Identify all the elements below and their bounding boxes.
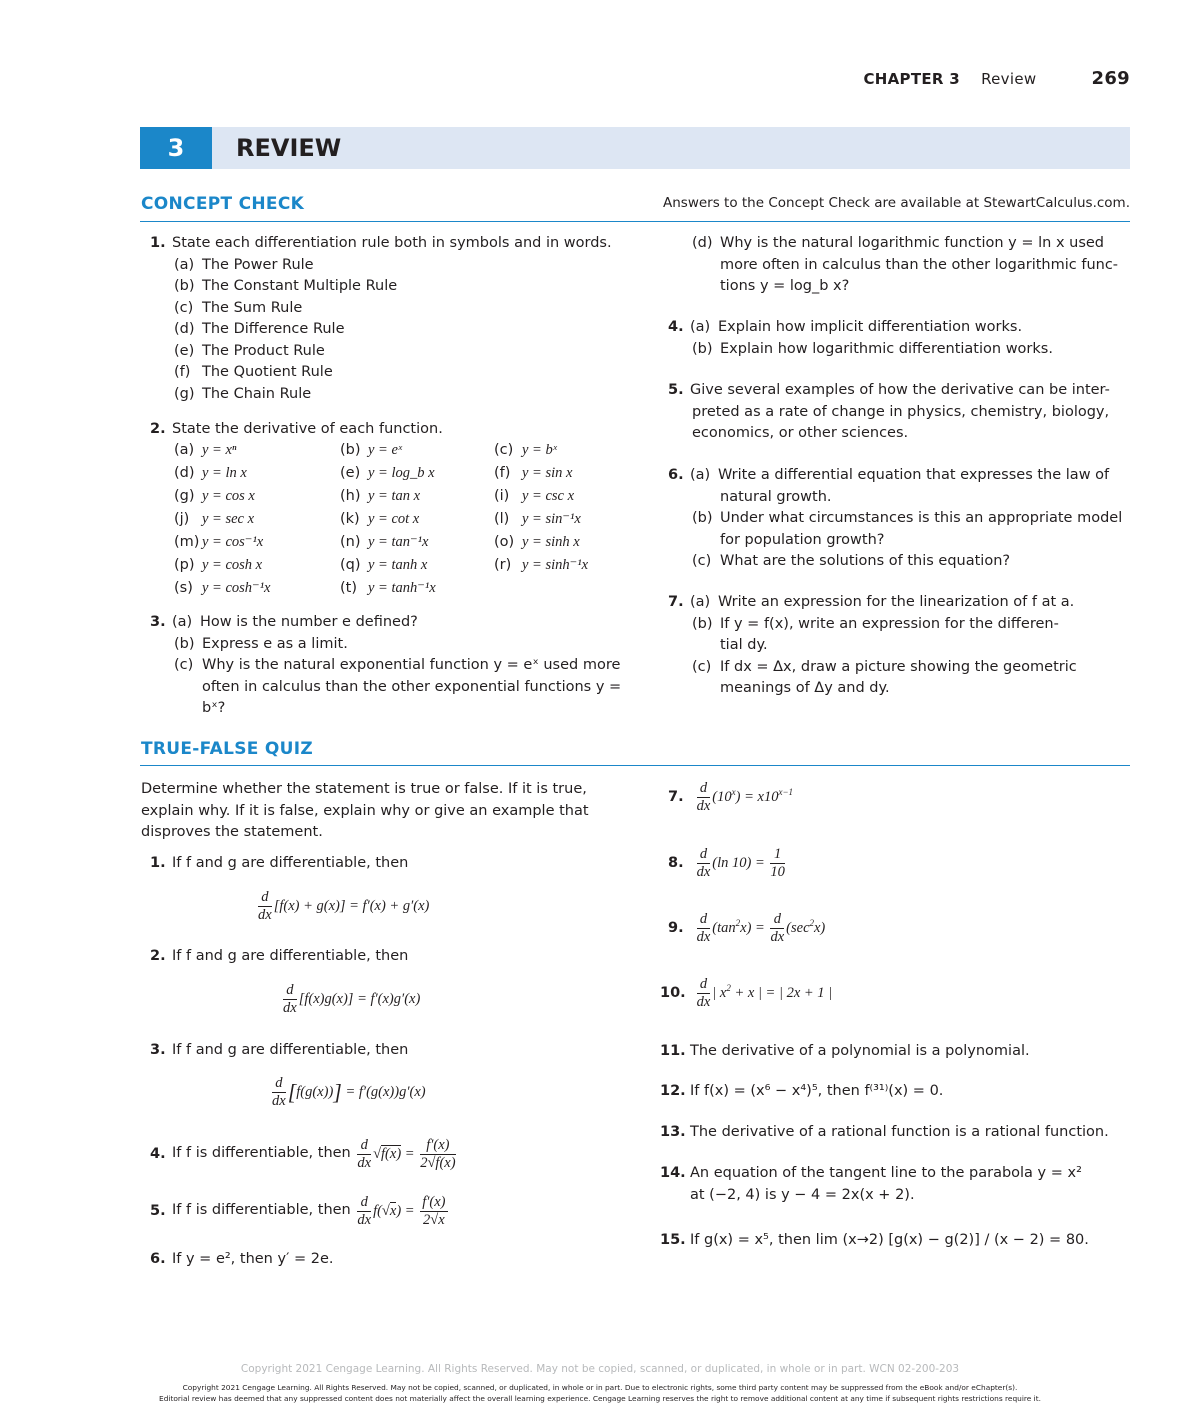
concept-question-1: 1. State each differentiation rule both in symbols and in words. (a) The Power Rule (b) The Constant Multiple Rule (c) The Sum Rule (d) The Difference Rule (e) The Product Rule (f) The Quotient Rule (g) The Chain Rule (150, 233, 640, 405)
tf-item: 6. If y = e², then y′ = 2e. (150, 1251, 334, 1267)
page-number: 269 (1091, 68, 1130, 89)
concept-question-7: 7. (a) Write an expression for the linearization of f at a. (b) If y = f(x), write an expression for the differen- tial dy. (c) If dx = Δx, draw a picture showing the geometric meanings of Δy and dy. (668, 594, 1077, 696)
function-item: (p) y = cosh x (174, 557, 263, 573)
concept-question-3d: (d) Why is the natural logarithmic function y = ln x used more often in calculus than the other logarithmic func- tions y = log_b x? (692, 235, 1119, 294)
function-item: (q) y = tanh x (340, 557, 428, 573)
function-item: (l) y = sin⁻¹x (494, 511, 581, 527)
list-item: (f) The Quotient Rule (174, 364, 333, 380)
tf-item: 2. If f and g are differentiable, then (150, 948, 409, 964)
function-item: (e) y = log_b x (340, 465, 435, 481)
function-item: (c) y = bˣ (494, 442, 557, 458)
function-item: (f) y = sin x (494, 465, 573, 481)
tf-equation: $\frac{d}{dx}$ [f(x)g(x)] = f′(x)g′(x) (283, 982, 421, 1016)
tf-item: 11. The derivative of a polynomial is a polynomial. (660, 1043, 1030, 1059)
list-item: (a) The Power Rule (174, 256, 314, 273)
function-item: (o) y = sinh x (494, 534, 580, 550)
section-divider (140, 221, 1130, 222)
section-label: Review (981, 70, 1037, 88)
function-item: (s) y = cosh⁻¹x (174, 580, 271, 596)
function-item: (t) y = tanh⁻¹x (340, 580, 436, 596)
tf-item: 8. $\frac{d}{dx}$ (ln 10) = $\frac{1}{10}$ (668, 846, 785, 880)
function-item: (g) y = cos x (174, 488, 255, 504)
rights-notice: Copyright 2021 Cengage Learning. All Rights Reserved. May not be copied, scanned, or duplicated, in whole or in part. Due to electronic rights, some third party content may be suppressed from the eBook and/or eChapter(s). Editorial review has deemed that any suppressed content does not materially affect the overall learning experience. Cengage Learning reserves the right to remove additional content at any time if subsequent rights restrictions require it. (159, 1383, 1041, 1403)
list-item: (b) The Constant Multiple Rule (174, 278, 398, 294)
function-item: (h) y = tan x (340, 488, 421, 504)
function-item: (i) y = csc x (494, 488, 575, 504)
list-item: (c) The Sum Rule (174, 299, 303, 316)
concept-question-6: 6. (a) Write a differential equation that expresses the law of natural growth. (b) Under what circumstances is this an appropriate model for population growth? (c) What are the solutions of this equation? (668, 467, 1123, 569)
list-item: (e) The Product Rule (174, 342, 325, 359)
function-item: (d) y = ln x (174, 465, 247, 481)
function-item: (b) y = eˣ (340, 442, 402, 458)
concept-question-5: 5. Give several examples of how the derivative can be inter- preted as a rate of change in physics, chemistry, biology, economics, or other sciences. (668, 382, 1110, 441)
concept-question-2: 2. State the derivative of each function. (150, 421, 443, 437)
tf-item: 5. If f is differentiable, then $\frac{d}{dx}$ f(√x) = $\frac{f'(x)}{2√x}$ (150, 1194, 450, 1229)
tf-equation: $\frac{d}{dx}$ √f(x) = $\frac{f'(x)}{2√f(x)}$ (357, 1137, 456, 1171)
derivative-function-grid (174, 442, 634, 602)
page-title: REVIEW (236, 134, 342, 162)
tf-item: 3. If f and g are differentiable, then (150, 1042, 409, 1058)
tf-item: 4. If f is differentiable, then $\frac{d}{dx}$ √f(x) = $\frac{f'(x)}{2√f(x)}$ (150, 1137, 456, 1171)
copyright-notice: Copyright 2021 Cengage Learning. All Rights Reserved. May not be copied, scanned, or duplicated, in whole or in part. WCN 02-200-203 (240, 1363, 960, 1375)
concept-question-3: 3. (a) How is the number e defined? (b) Express e as a limit. (c) Why is the natural exponential function y = eˣ used more often in calculus than the other exponential functions y = bˣ? (150, 614, 622, 716)
list-item: (d) The Difference Rule (174, 321, 345, 337)
tf-equation: $\frac{d}{dx}$ f(√x) = $\frac{f'(x)}{2√x}$ (357, 1194, 446, 1228)
function-item: (k) y = cot x (340, 511, 420, 527)
chapter-label: CHAPTER 3 (863, 70, 961, 88)
tf-item: 10. $\frac{d}{dx}$ | $x^2 + x$ | = | 2x + 1 | (660, 976, 833, 1010)
title-bar (140, 127, 1130, 169)
concept-question-4: 4. (a) Explain how implicit differentiation works. (b) Explain how logarithmic differentiation works. (668, 319, 1053, 357)
tf-item: 1. If f and g are differentiable, then (150, 855, 409, 871)
tf-equation: $\frac{d}{dx}$ [f(x) + g(x)] = f′(x) + g′(x) (258, 889, 430, 923)
tf-equation: $\frac{d}{dx}$ [f(g(x))] = f′(g(x))g′(x) (272, 1075, 426, 1109)
concept-check-note: Answers to the Concept Check are available at StewartCalculus.com. (663, 195, 1130, 211)
tf-item: 9. $\frac{d}{dx}$ $(\tan^2x)$ = $\frac{d}{dx}$ $(\sec^2x)$ (668, 911, 826, 945)
function-item: (m) y = cos⁻¹x (174, 534, 264, 550)
concept-check-heading: CONCEPT CHECK (141, 194, 305, 214)
tf-item: 12. If f(x) = (x⁶ − x⁴)⁵, then f⁽³¹⁾(x) = 0. (660, 1083, 944, 1099)
function-item: (j) y = sec x (174, 511, 255, 527)
tf-item: 14. An equation of the tangent line to the parabola y = x² at (−2, 4) is y − 4 = 2x(x + 2). (660, 1165, 1082, 1203)
function-item: (a) y = xⁿ (174, 442, 237, 458)
q1-sublist (150, 255, 640, 406)
list-item: (g) The Chain Rule (174, 385, 312, 402)
function-item: (r) y = sinh⁻¹x (494, 557, 589, 573)
tf-item: 7. $\frac{d}{dx}$ $(10^x) = x10^{x-1}$ (668, 780, 794, 814)
chapter-number-badge: 3 (140, 127, 212, 169)
function-item: (n) y = tan⁻¹x (340, 534, 429, 550)
tf-item: 15. If g(x) = x⁵, then lim (x→2) [g(x) − g(2)] / (x − 2) = 80. (660, 1232, 1089, 1248)
running-head (863, 68, 1130, 89)
true-false-heading: TRUE-FALSE QUIZ (141, 739, 313, 759)
section-divider (140, 765, 1130, 766)
true-false-intro: Determine whether the statement is true or false. If it is true, explain why. If it is false, explain why or give an example that disproves the statement. (141, 781, 589, 840)
tf-item: 13. The derivative of a rational function is a rational function. (660, 1124, 1109, 1140)
